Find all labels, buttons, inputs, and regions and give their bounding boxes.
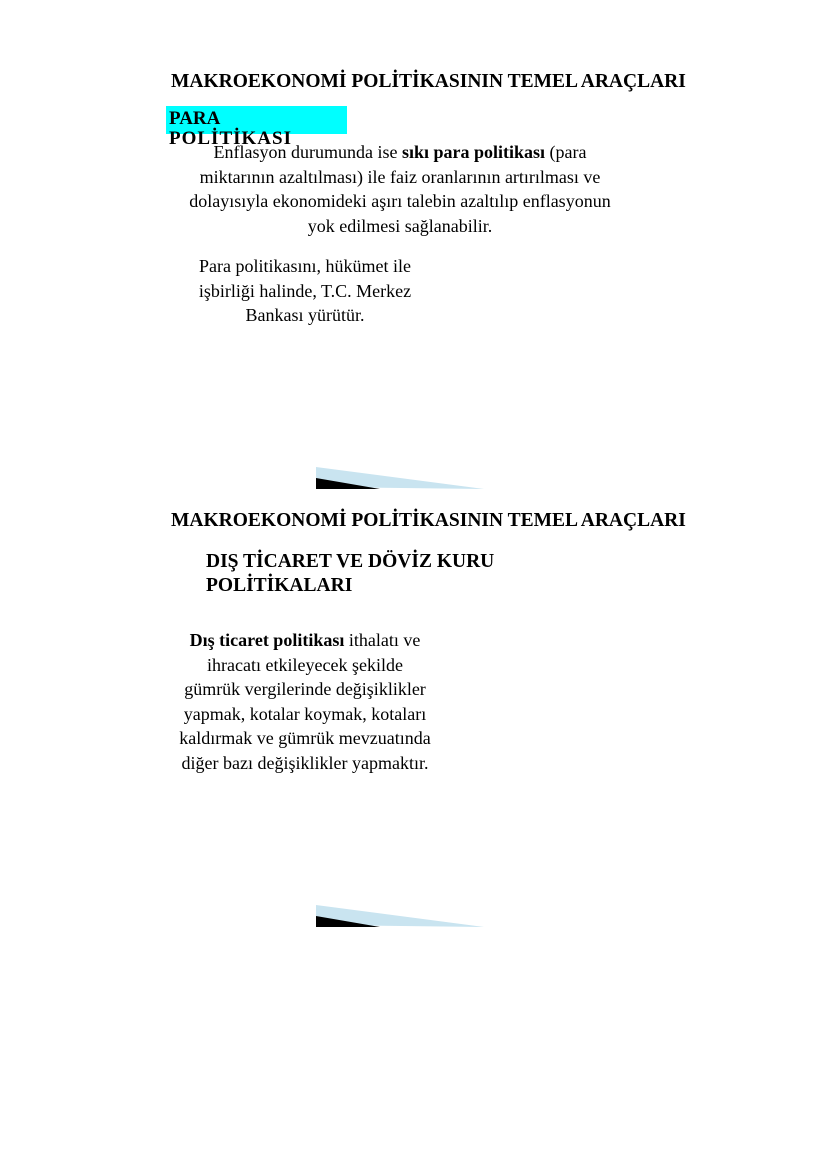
paragraph-line: dolayısıyla ekonomideki aşırı talebin azaltılıp enflasyonun bbox=[189, 191, 611, 211]
slide1-paragraph-2 bbox=[165, 254, 445, 328]
paragraph-line: işbirliği halinde, T.C. Merkez bbox=[198, 280, 412, 301]
paragraph-line: gümrük vergilerinde değişiklikler bbox=[184, 679, 426, 699]
paragraph-line: ihracatı etkileyecek şekilde bbox=[207, 654, 403, 675]
slide1-paragraph-1 bbox=[160, 140, 640, 238]
subtitle-line: POLİTİKALARI bbox=[206, 575, 353, 596]
paragraph-line: diğer bazı değişiklikler yapmaktır. bbox=[181, 752, 429, 773]
slide2-wedge-decoration bbox=[316, 903, 486, 929]
slide2-title: MAKROEKONOMİ POLİTİKASININ TEMEL ARAÇLARI bbox=[171, 510, 686, 531]
paragraph-line: Bankası yürütür. bbox=[245, 305, 365, 325]
text-span: (para bbox=[545, 142, 587, 162]
text-span: ithalatı ve bbox=[344, 630, 421, 650]
subtitle-line: DIŞ TİCARET VE DÖVİZ KURU bbox=[206, 551, 495, 572]
paragraph-line: yapmak, kotalar koymak, kotaları bbox=[183, 703, 427, 724]
paragraph-line: Para politikasını, hükümet ile bbox=[199, 256, 411, 276]
paragraph-line: yok edilmesi sağlanabilir. bbox=[307, 215, 493, 236]
slide1-wedge-decoration bbox=[316, 465, 486, 491]
bold-term: Dış ticaret politikası bbox=[189, 630, 345, 650]
slide1-highlight-label bbox=[166, 106, 347, 149]
bold-term: sıkı para politikası bbox=[401, 142, 546, 162]
slide1-title: MAKROEKONOMİ POLİTİKASININ TEMEL ARAÇLARI bbox=[171, 71, 686, 92]
text-span: Enflasyon durumunda ise bbox=[213, 142, 402, 162]
highlight-peek-text: POLİTİKASI bbox=[169, 128, 292, 149]
paragraph-line bbox=[160, 628, 450, 653]
highlight-text: PARA bbox=[169, 108, 221, 129]
paragraph-line: kaldırmak ve gümrük mevzuatında bbox=[179, 728, 431, 748]
slide2-subtitle bbox=[206, 550, 494, 598]
slide2-paragraph bbox=[160, 628, 450, 775]
paragraph-line: miktarının azaltılması) ile faiz oranlarının artırılması ve bbox=[199, 166, 601, 187]
paragraph-line bbox=[160, 140, 640, 165]
